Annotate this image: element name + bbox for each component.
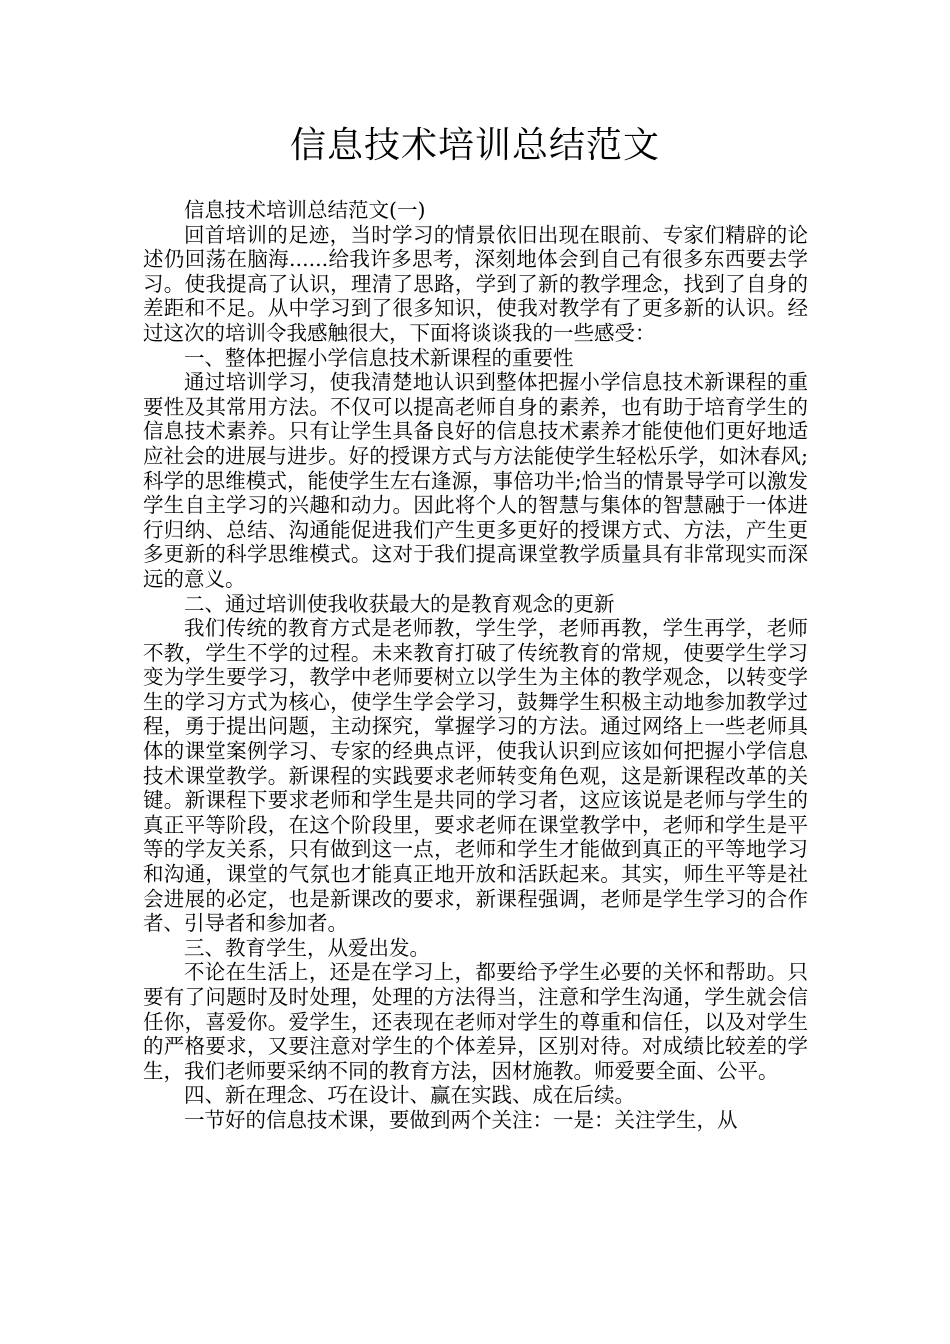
document-title: 信息技术培训总结范文 bbox=[289, 125, 660, 166]
section-paragraph-1: 通过培训学习，使我清楚地认识到整体把握小学信息技术新课程的重要性及其常用方法。不仅可以提高老师自身的素养，也有助于培育学生的信息技术素养。只有让学生具备良好的信息技术素养才能使他们更好地适应社会的进展与进步。好的授课方式与方法能使学生轻松乐学，如沐春风;科学的思维模式，能使学生左右逢源，事倍功半;恰当的情景导学可以激发学生自主学习的兴趣和动力。因此将个人的智慧与集体的智慧融于一体进行归纳、总结、沟通能促进我们产生更多更好的授课方式、方法，产生更多更新的科学思维模式。这对于我们提高课堂教学质量具有非常现实而深远的意义。 bbox=[143, 370, 808, 591]
section-paragraph-4: 一节好的信息技术课，要做到两个关注：一是：关注学生，从 bbox=[184, 1107, 738, 1132]
section-paragraph-3: 不论在生活上，还是在学习上，都要给予学生必要的关怀和帮助。只要有了问题时及时处理，处理的方法得当，注意和学生沟通，学生就会信任你，喜爱你。爱学生，还表现在老师对学生的尊重和信任，以及对学生的严格要求，又要注意对学生的个体差异，区别对待。对成绩比较差的学生，我们老师要采纳不同的教育方法，因材施教。师爱要全面、公平。 bbox=[143, 960, 808, 1083]
intro-paragraph: 回首培训的足迹，当时学习的情景依旧出现在眼前、专家们精辟的论述仍回荡在脑海......给我许多思考，深刻地体会到自己有很多东西要去学习。使我提高了认识，理清了思路，学到了新的教学理念，找到了自身的差距和不足。从中学习到了很多知识，使我对教学有了更多新的认识。经过这次的培训令我感触很大，下面将谈谈我的一些感受： bbox=[143, 222, 808, 345]
subtitle-paragraph: 信息技术培训总结范文(一) bbox=[184, 198, 426, 222]
document-body bbox=[143, 198, 808, 1133]
section-heading-4: 四、新在理念、巧在设计、赢在实践、成在后续。 bbox=[184, 1083, 635, 1108]
section-heading-3: 三、教育学生，从爱出发。 bbox=[184, 935, 430, 960]
section-heading-1: 一、整体把握小学信息技术新课程的重要性 bbox=[184, 345, 574, 370]
section-paragraph-2: 我们传统的教育方式是老师教，学生学，老师再教，学生再学，老师不教，学生不学的过程。未来教育打破了传统教育的常规，使要学生学习变为学生要学习，教学中老师要树立以学生为主体的教学观念，以转变学生的学习方式为核心，使学生学会学习，鼓舞学生积极主动地参加教学过程，勇于提出问题，主动探究，掌握学习的方法。通过网络上一些老师具体的课堂案例学习、专家的经典点评，使我认识到应该如何把握小学信息技术课堂教学。新课程的实践要求老师转变角色观，这是新课程改革的关键。新课程下要求老师和学生是共同的学习者，这应该说是老师与学生的真正平等阶段，在这个阶段里，要求老师在课堂教学中，老师和学生是平等的学友关系，只有做到这一点，老师和学生才能做到真正的平等地学习和沟通，课堂的气氛也才能真正地开放和活跃起来。其实，师生平等是社会进展的必定，也是新课改的要求，新课程强调，老师是学生学习的合作者、引导者和参加者。 bbox=[143, 616, 808, 936]
section-heading-2: 二、通过培训使我收获最大的是教育观念的更新 bbox=[184, 591, 615, 616]
